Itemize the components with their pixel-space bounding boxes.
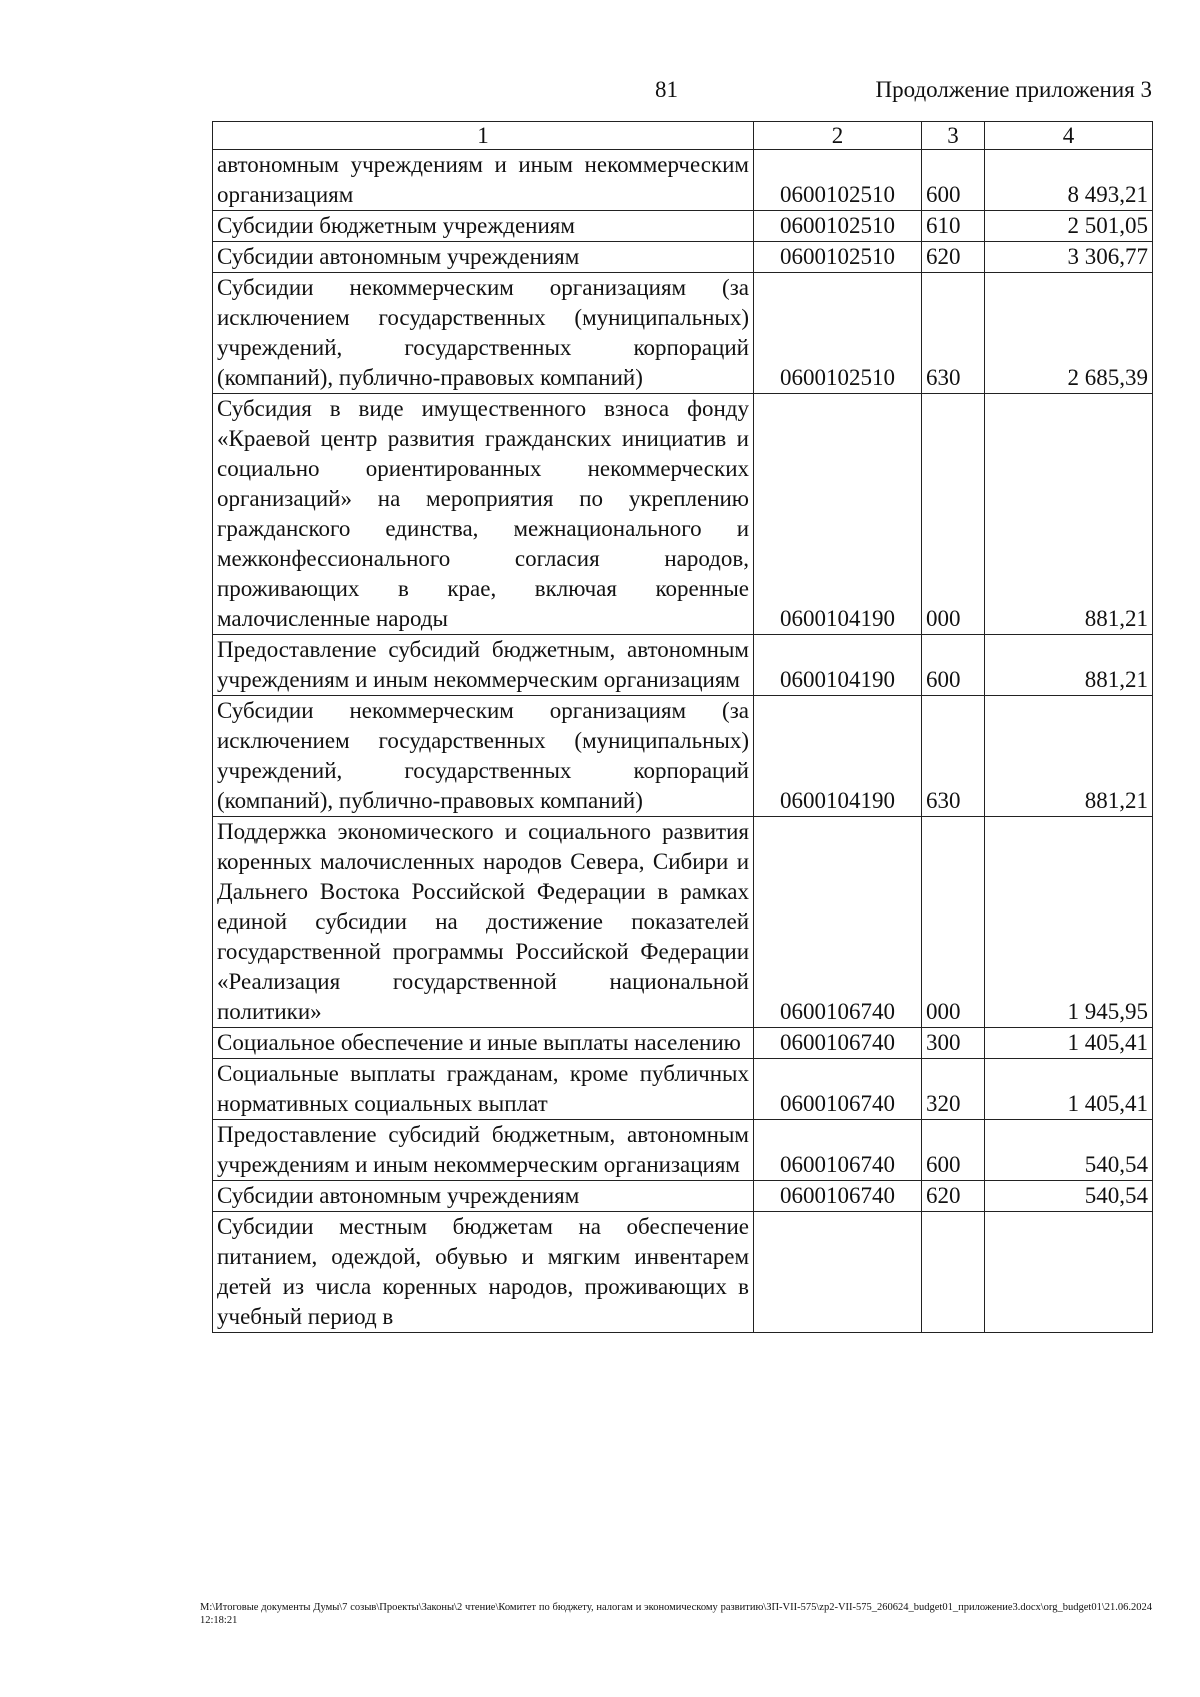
row-code: 0600106740 — [754, 1181, 922, 1212]
table-row — [213, 394, 1153, 635]
row-code: 0600102510 — [754, 242, 922, 273]
document-path-footer: M:\Итоговые документы Думы\7 созыв\Проекты\Законы\2 чтение\Комитет по бюджету, налогам и экономическому развитию\ЗП-VII-575\zp2-VII-575_260624_budget01_приложение3.docx\org_budget01\21.06.2024 12:18:21 — [200, 1602, 1152, 1626]
row-kind: 600 — [922, 635, 985, 696]
row-kind — [922, 1212, 985, 1333]
row-code: 0600102510 — [754, 273, 922, 394]
row-name: Социальные выплаты гражданам, кроме публичных нормативных социальных выплат — [213, 1059, 754, 1120]
row-kind: 620 — [922, 242, 985, 273]
row-name: Субсидии бюджетным учреждениям — [213, 211, 754, 242]
column-header-3: 3 — [922, 122, 985, 150]
row-kind: 000 — [922, 394, 985, 635]
row-amount: 1 405,41 — [985, 1028, 1153, 1059]
row-amount: 540,54 — [985, 1120, 1153, 1181]
row-kind: 610 — [922, 211, 985, 242]
row-amount — [985, 1212, 1153, 1333]
row-amount: 2 501,05 — [985, 211, 1153, 242]
table-row — [213, 211, 1153, 242]
row-name: Субсидии автономным учреждениям — [213, 242, 754, 273]
row-kind: 320 — [922, 1059, 985, 1120]
table-row — [213, 1212, 1153, 1333]
row-name: Социальное обеспечение и иные выплаты населению — [213, 1028, 754, 1059]
row-name: Предоставление субсидий бюджетным, автономным учреждениям и иным некоммерческим организациям — [213, 1120, 754, 1181]
row-amount: 881,21 — [985, 635, 1153, 696]
table-row — [213, 242, 1153, 273]
row-code: 0600102510 — [754, 211, 922, 242]
row-kind: 630 — [922, 273, 985, 394]
row-kind: 620 — [922, 1181, 985, 1212]
row-code: 0600106740 — [754, 817, 922, 1028]
row-code: 0600104190 — [754, 394, 922, 635]
row-amount: 540,54 — [985, 1181, 1153, 1212]
row-name: Субсидии некоммерческим организациям (за исключением государственных (муниципальных) учреждений, государственных корпораций (компаний), публично-правовых компаний) — [213, 696, 754, 817]
column-header-1: 1 — [213, 122, 754, 150]
table-row — [213, 273, 1153, 394]
row-code: 0600104190 — [754, 635, 922, 696]
budget-table — [212, 121, 1153, 1333]
table-row — [213, 1028, 1153, 1059]
row-amount: 8 493,21 — [985, 150, 1153, 211]
row-amount: 3 306,77 — [985, 242, 1153, 273]
row-amount: 881,21 — [985, 394, 1153, 635]
table-row — [213, 817, 1153, 1028]
table-row — [213, 150, 1153, 211]
row-name: Поддержка экономического и социального развития коренных малочисленных народов Севера, Сибири и Дальнего Востока Российской Федерации в рамках единой субсидии на достижение показателей государственной программы Российской Федерации «Реализация государственной национальной политики» — [213, 817, 754, 1028]
row-kind: 000 — [922, 817, 985, 1028]
appendix-label: Продолжение приложения 3 — [875, 77, 1152, 102]
row-kind: 630 — [922, 696, 985, 817]
table-row — [213, 1120, 1153, 1181]
row-code: 0600102510 — [754, 150, 922, 211]
row-amount: 1 405,41 — [985, 1059, 1153, 1120]
table-row — [213, 1059, 1153, 1120]
row-name: Субсидии местным бюджетам на обеспечение питанием, одеждой, обувью и мягким инвентарем детей из числа коренных народов, проживающих в учебный период в — [213, 1212, 754, 1333]
row-amount: 881,21 — [985, 696, 1153, 817]
table-row — [213, 635, 1153, 696]
page-number: 81 — [655, 77, 678, 102]
row-name: Субсидии некоммерческим организациям (за исключением государственных (муниципальных) учреждений, государственных корпораций (компаний), публично-правовых компаний) — [213, 273, 754, 394]
row-name: Субсидия в виде имущественного взноса фонду «Краевой центр развития гражданских инициатив и социально ориентированных некоммерческих организаций» на мероприятия по укреплению гражданского единства, межнационального и межконфессионального согласия народов, проживающих в крае, включая коренные малочисленные народы — [213, 394, 754, 635]
table-row — [213, 696, 1153, 817]
row-code — [754, 1212, 922, 1333]
row-name: автономным учреждениям и иным некоммерческим организациям — [213, 150, 754, 211]
column-header-4: 4 — [985, 122, 1153, 150]
row-kind: 600 — [922, 150, 985, 211]
row-name: Предоставление субсидий бюджетным, автономным учреждениям и иным некоммерческим организациям — [213, 635, 754, 696]
row-name: Субсидии автономным учреждениям — [213, 1181, 754, 1212]
table-header-row — [213, 122, 1153, 150]
row-kind: 300 — [922, 1028, 985, 1059]
row-amount: 1 945,95 — [985, 817, 1153, 1028]
row-code: 0600106740 — [754, 1059, 922, 1120]
row-code: 0600104190 — [754, 696, 922, 817]
column-header-2: 2 — [754, 122, 922, 150]
row-code: 0600106740 — [754, 1120, 922, 1181]
table-row — [213, 1181, 1153, 1212]
row-kind: 600 — [922, 1120, 985, 1181]
row-code: 0600106740 — [754, 1028, 922, 1059]
row-amount: 2 685,39 — [985, 273, 1153, 394]
